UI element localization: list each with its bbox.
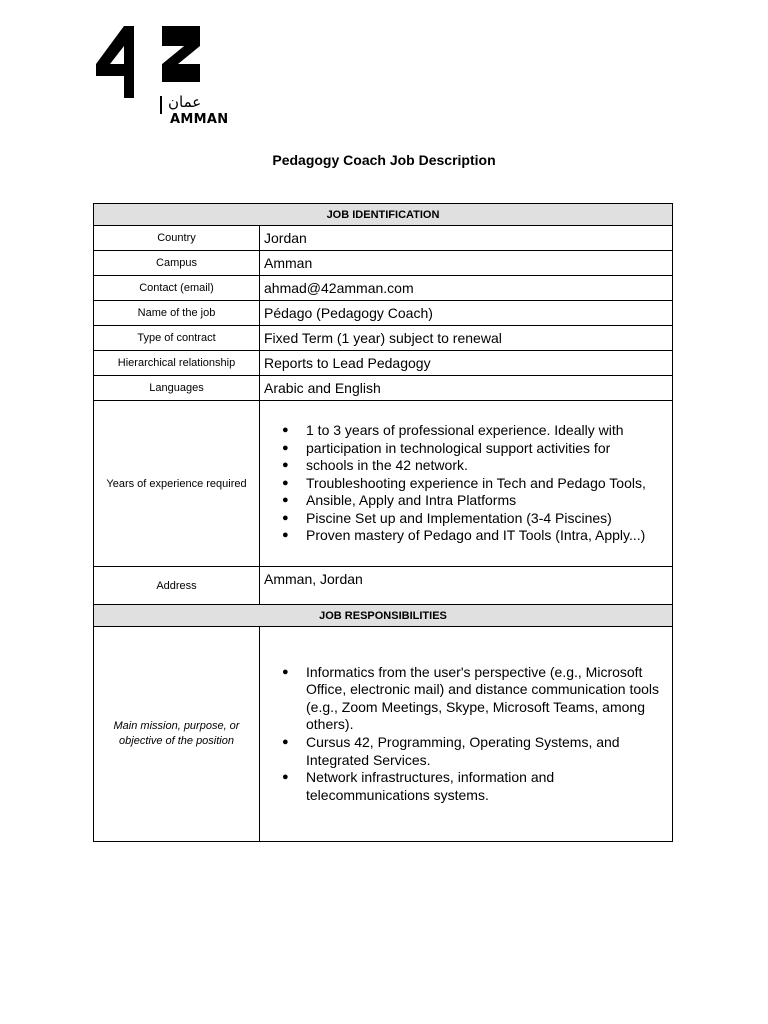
list-item: ● Informatics from the user's perspective (e.g., Microsoft Office, electronic mail) and distance communication tools (e.g., Zoom Meetings, Skype, Microsoft Teams, among others). (306, 664, 672, 734)
experience-label: Years of experience required (94, 401, 260, 567)
section-job-identification: JOB IDENTIFICATION (94, 204, 673, 226)
contact-label: Contact (email) (94, 276, 260, 301)
page-title: Pedagogy Coach Job Description (272, 152, 496, 168)
country-label: Country (94, 226, 260, 251)
list-item: ● Network infrastructures, information and telecommunications systems. (306, 769, 672, 804)
hierarchy-value: Reports to Lead Pedagogy (260, 351, 673, 376)
campus-label: Campus (94, 251, 260, 276)
hierarchy-label: Hierarchical relationship (94, 351, 260, 376)
table-row-campus (94, 251, 673, 276)
list-item: ● Proven mastery of Pedago and IT Tools (Intra, Apply...) (306, 527, 672, 545)
experience-value (260, 401, 673, 567)
table-row-mission (94, 627, 673, 842)
contract-value: Fixed Term (1 year) subject to renewal (260, 326, 673, 351)
table-row-country (94, 226, 673, 251)
42-logo-mark (94, 24, 204, 99)
job-description-table (93, 203, 673, 842)
table-row-contract (94, 326, 673, 351)
job-name-value: Pédago (Pedagogy Coach) (260, 301, 673, 326)
contract-label: Type of contract (94, 326, 260, 351)
languages-label: Languages (94, 376, 260, 401)
table-row-languages (94, 376, 673, 401)
table-row-address (94, 567, 673, 605)
address-label: Address (94, 567, 260, 605)
logo-arabic-text: عمان (168, 93, 202, 111)
job-name-label: Name of the job (94, 301, 260, 326)
campus-value: Amman (260, 251, 673, 276)
list-item: ● Cursus 42, Programming, Operating Systems, and Integrated Services. (306, 734, 672, 769)
mission-label: Main mission, purpose, or objective of the position (94, 627, 260, 842)
mission-value (260, 627, 673, 842)
languages-value: Arabic and English (260, 376, 673, 401)
mission-list (260, 664, 672, 805)
table-row-experience (94, 401, 673, 567)
list-item: ● Piscine Set up and Implementation (3-4 Piscines) (306, 510, 672, 528)
contact-email: ahmad@42amman.com (260, 276, 673, 301)
address-value: Amman, Jordan (260, 567, 673, 605)
list-item: ● schools in the 42 network. (306, 457, 672, 475)
list-item: ● 1 to 3 years of professional experience. Ideally with (306, 422, 672, 440)
logo-city-text: AMMAN (170, 112, 229, 127)
list-item: ● participation in technological support activities for (306, 440, 672, 458)
42-amman-logo (94, 24, 234, 129)
section-job-responsibilities: JOB RESPONSIBILITIES (94, 605, 673, 627)
logo-divider (160, 96, 162, 114)
list-item: ● Ansible, Apply and Intra Platforms (306, 492, 672, 510)
list-item: ● Troubleshooting experience in Tech and Pedago Tools, (306, 475, 672, 493)
table-row-job-name (94, 301, 673, 326)
experience-list (260, 422, 672, 545)
table-row-contact (94, 276, 673, 301)
country-value: Jordan (260, 226, 673, 251)
table-row-hierarchy (94, 351, 673, 376)
